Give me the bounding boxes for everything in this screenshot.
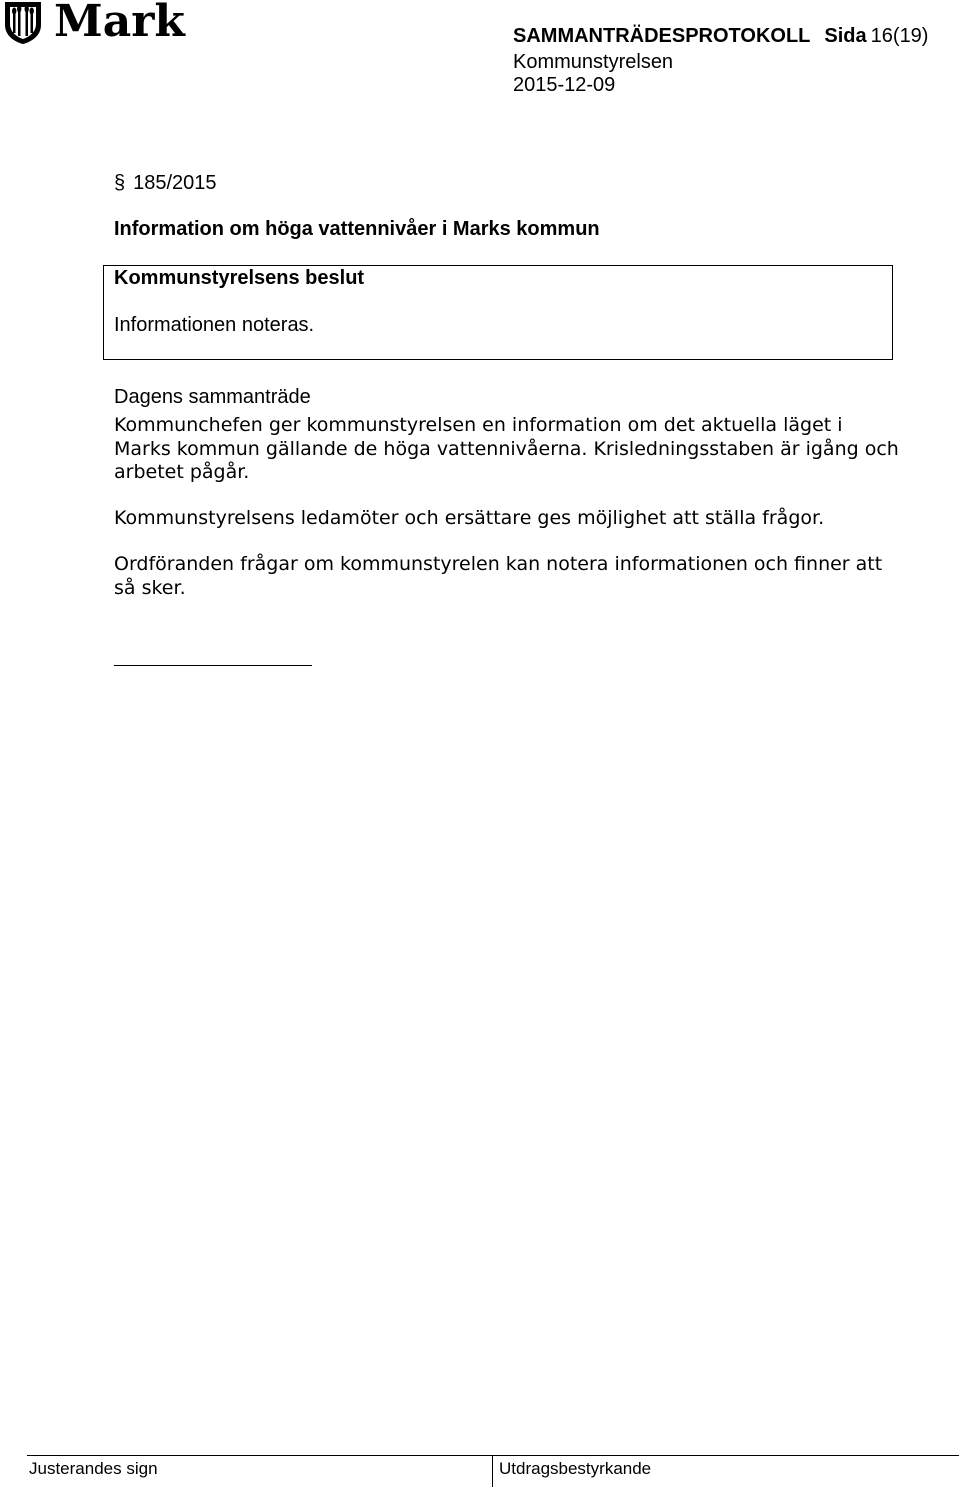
municipality-logo bbox=[4, 0, 184, 48]
footer-divider bbox=[27, 1455, 959, 1456]
decision-heading: Kommunstyrelsens beslut bbox=[114, 267, 365, 289]
paragraph-id: 185/2015 bbox=[133, 172, 217, 194]
item-title: Information om höga vattennivåer i Marks kommun bbox=[114, 218, 600, 240]
committee-name: Kommunstyrelsen bbox=[513, 51, 674, 73]
certification-field-label: Utdragsbestyrkande bbox=[499, 1459, 652, 1478]
meeting-paragraph: Kommunchefen ger kommunstyrelsen en information om det aktuella läget i Marks kommun gällande de höga vattennivåerna. Krisledningsstaben är igång och arbetet pågår. bbox=[114, 414, 899, 483]
end-divider bbox=[114, 665, 312, 666]
decision-text: Informationen noteras. bbox=[114, 314, 315, 336]
logo-wordmark: Mark bbox=[54, 0, 185, 47]
page-number: 16(19) bbox=[870, 25, 929, 47]
document-header bbox=[513, 25, 928, 47]
coat-of-arms-icon bbox=[4, 1, 42, 45]
document-type: SAMMANTRÄDESPROTOKOLL bbox=[513, 25, 811, 47]
footer-column-divider bbox=[492, 1455, 493, 1487]
paragraph-number bbox=[114, 172, 217, 194]
meeting-date: 2015-12-09 bbox=[513, 74, 616, 96]
section-symbol: § bbox=[114, 172, 126, 194]
page-label: Sida bbox=[824, 25, 867, 47]
meeting-paragraph: Ordföranden frågar om kommunstyrelen kan notera informationen och finner att så sker. bbox=[114, 553, 883, 599]
meeting-heading: Dagens sammanträde bbox=[114, 386, 311, 408]
meeting-paragraph: Kommunstyrelsens ledamöter och ersättare ges möjlighet att ställa frågor. bbox=[114, 507, 825, 529]
signature-field-label: Justerandes sign bbox=[29, 1459, 158, 1478]
